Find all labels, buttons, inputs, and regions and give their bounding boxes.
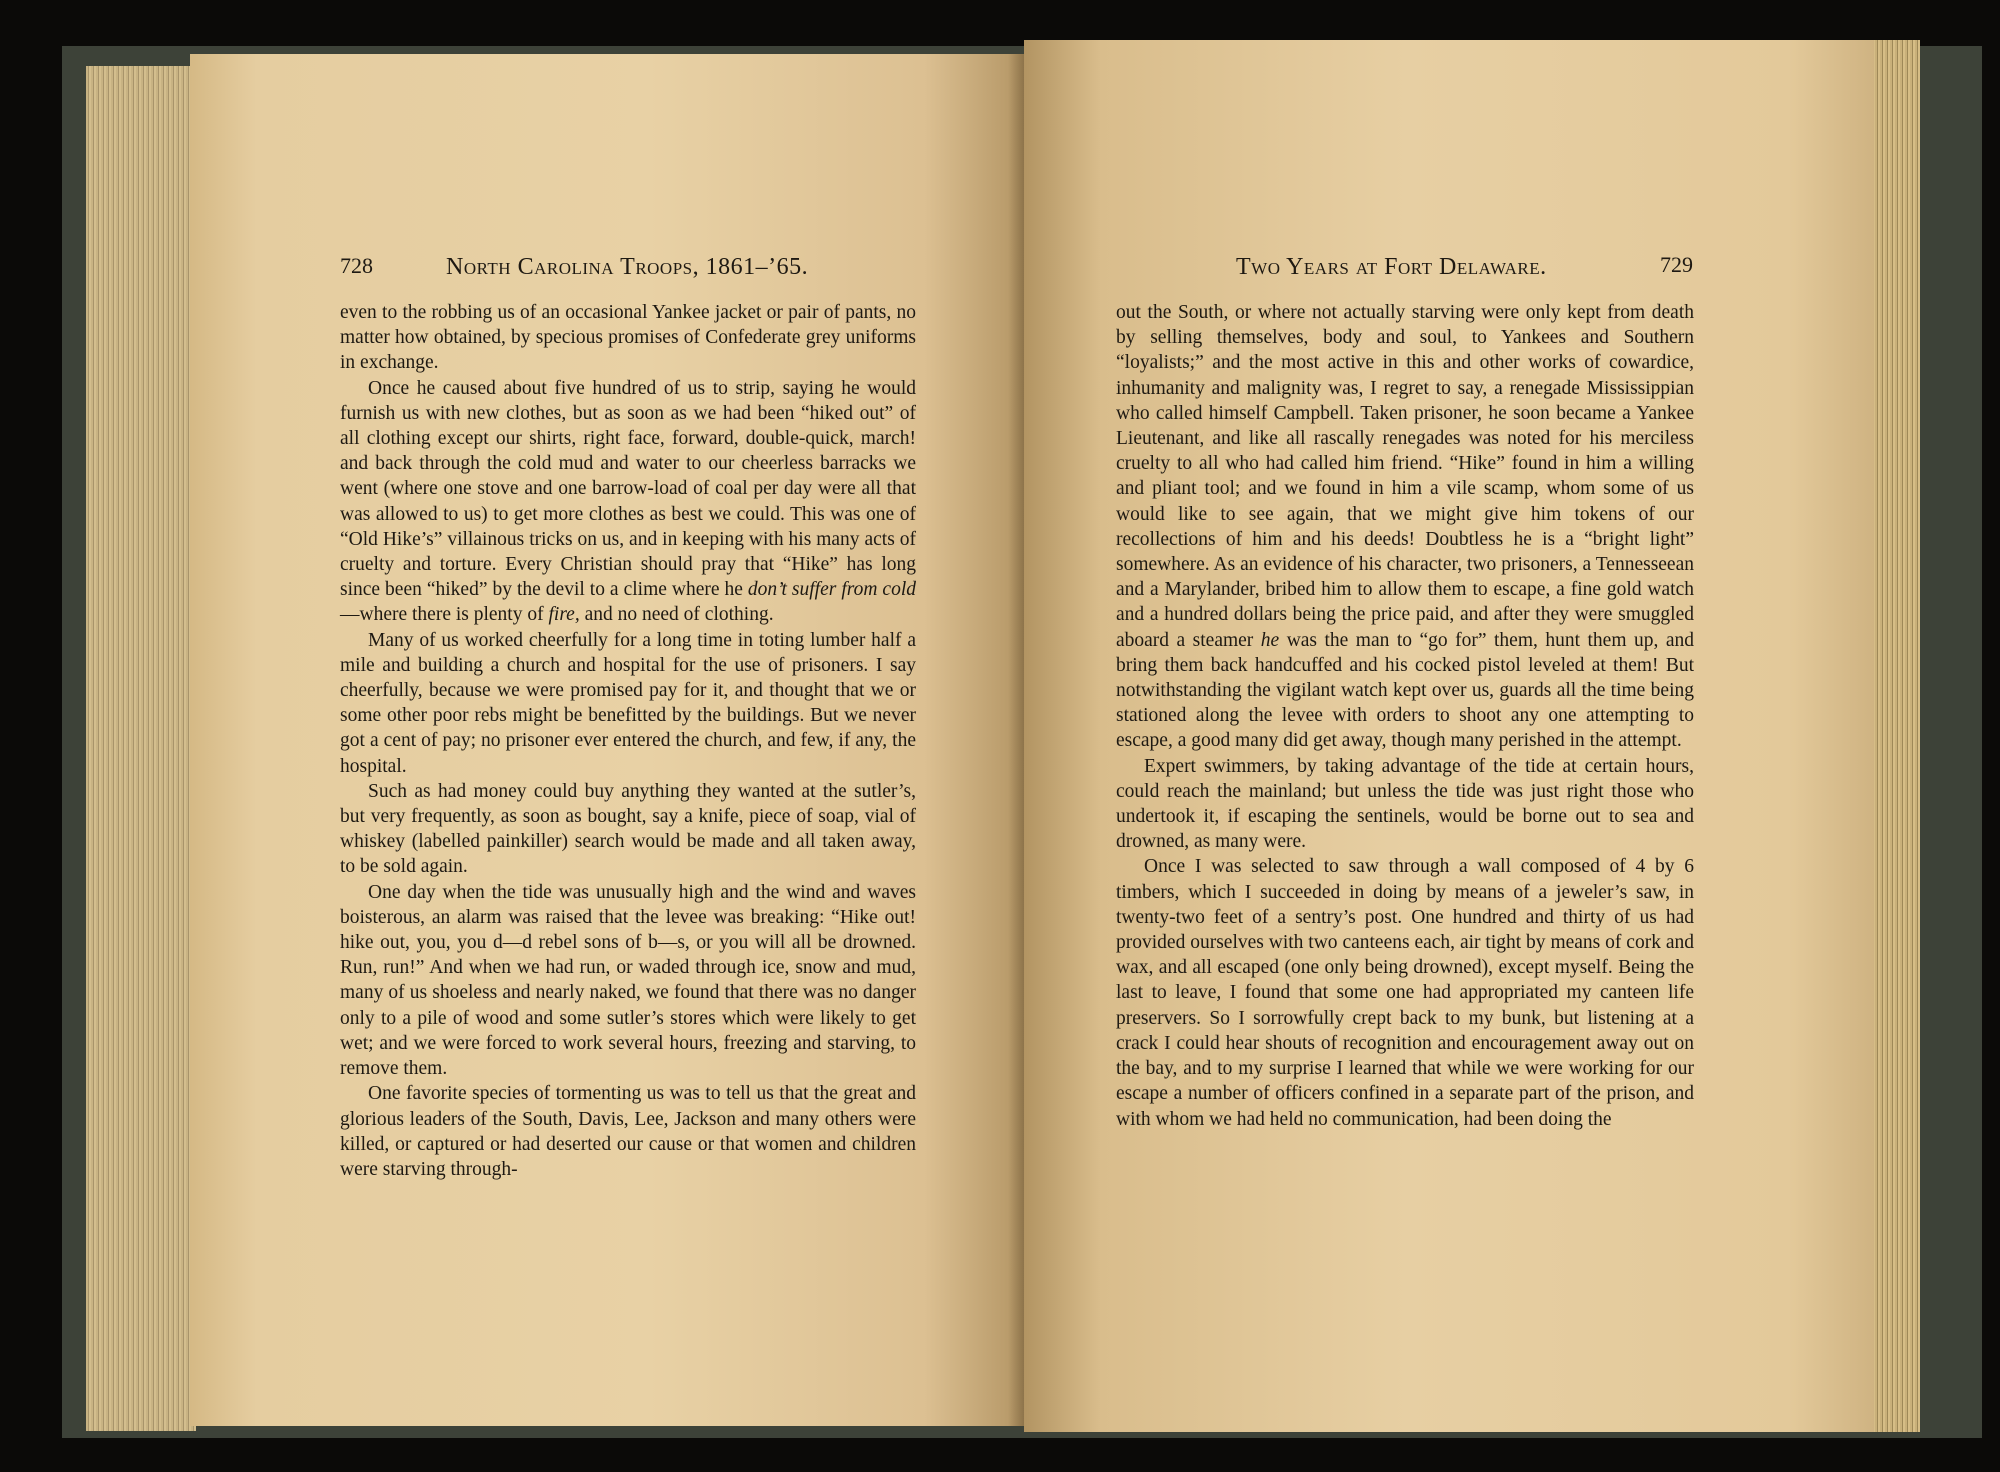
right-page — [1024, 40, 1874, 1432]
paragraph: Once I was selected to saw through a wall composed of 4 by 6 timbers, which I succeeded in doing by means of a jeweler’s saw, in twenty-two feet of a sentry’s post. One hundred and thirty of us had provided ourselves with two canteens each, air tight by means of cork and wax, and all escaped (one only being drowned), except myself. Being the last to leave, I found that some one had appropriated my canteen life preservers. So I sorrowfully crept back to my bunk, but listening at a crack I could hear shouts of recognition and encouragement away out on the bay, and to my surprise I learned that while we were working for our escape a number of officers confined in a separate part of the prison, and with whom we had held no communication, had been doing the — [1116, 856, 1694, 1130]
body-text — [340, 300, 916, 1182]
page-edges-left — [86, 66, 196, 1431]
page-number: 729 — [1660, 252, 1693, 277]
body-text — [1116, 300, 1694, 1132]
paragraph: Once he caused about five hundred of us to strip, saying he would furnish us with new clothes, but as soon as we had been “hiked out” of all clothing except our shirts, right face, forward, double-quick, march! and back through the cold mud and water to our cheerless barracks we went (where one stove and one barrow-load of coal per day were all that was allowed to us) to get more clothes as best we could. This was one of “Old Hike’s” villainous tricks on us, and in keeping with his many acts of cruelty and torture. Every Christian should pray that “Hike” has long since been “hiked” by the devil to a clime where he don’t suffer from cold—where there is plenty of fire, and no need of clothing. — [340, 377, 917, 626]
page-number: 728 — [340, 253, 373, 278]
paragraph: even to the robbing us of an occasional Yankee jacket or pair of pants, no matter how obtained, by specious promises of Confederate grey uniforms in exchange. — [340, 302, 916, 374]
running-head: North Carolina Troops, 1861–’65. — [446, 254, 809, 280]
paragraph: Such as had money could buy anything they wanted at the sutler’s, but very frequently, as soon as bought, say a knife, piece of soap, vial of whiskey (labelled painkiller) search would be made and all taken away, to be sold again. — [340, 780, 916, 878]
paragraph: Expert swimmers, by taking advantage of the tide at certain hours, could reach the mainland; but unless the tide was just right those who undertook it, if escaping the sentinels, would be borne out to sea and drowned, as many were. — [1116, 755, 1694, 853]
paragraph: out the South, or where not actually starving were only kept from death by selling themselves, body and soul, to Yankees and Southern “loyalists;” and the most active in this and other works of cowardice, inhumanity and malignity was, I regret to say, a renegade Mississippian who called himself Campbell. Taken prisoner, he soon became a Yankee Lieutenant, and like all rascally renegades was noted for his merciless cruelty to all who had called him friend. “Hike” found in him a willing and pliant tool; and we found in him a vile scamp, whom some of us would like to see again, that we might give him tokens of our recollections of him and his deeds! Doubtless he is a “bright light” somewhere. As an evidence of his character, two prisoners, a Tennesseean and a Marylander, bribed him to allow them to escape, a fine gold watch and a hundred dollars being the price paid, and after they were smuggled aboard a steamer he was the man to “go for” them, hunt them up, and bring them back handcuffed and his cocked pistol leveled at them! But notwithstanding the vigilant watch kept over us, guards all the time being stationed along the levee with orders to shoot any one attempting to escape, a good many did get away, though many perished in the attempt. — [1116, 302, 1694, 752]
left-page — [190, 54, 1024, 1426]
paragraph: One favorite species of tormenting us was to tell us that the great and glorious leaders of the South, Davis, Lee, Jackson and many others were killed, or captured or had deserted our cause or that women and children were starving through- — [340, 1083, 916, 1180]
running-head: Two Years at Fort Delaware. — [1236, 254, 1547, 280]
paragraph: Many of us worked cheerfully for a long time in toting lumber half a mile and building a church and hospital for the use of prisoners. I say cheerfully, because we were promised pay for it, and thought that we or some other poor rebs might be benefitted by the buildings. But we never got a cent of pay; no prisoner ever entered the church, and few, if any, the hospital. — [340, 629, 916, 777]
paragraph: One day when the tide was unusually high and the wind and waves boisterous, an alarm was raised that the levee was breaking: “Hike out! hike out, you, you d—d rebel sons of b—s, or you will all be drowned. Run, run!” And when we had run, or waded through ice, snow and mud, many of us shoeless and nearly naked, we found that there was no danger only to a pile of wood and some sutler’s stores which were likely to get wet; and we were forced to work several hours, freezing and starving, to remove them. — [340, 881, 916, 1080]
